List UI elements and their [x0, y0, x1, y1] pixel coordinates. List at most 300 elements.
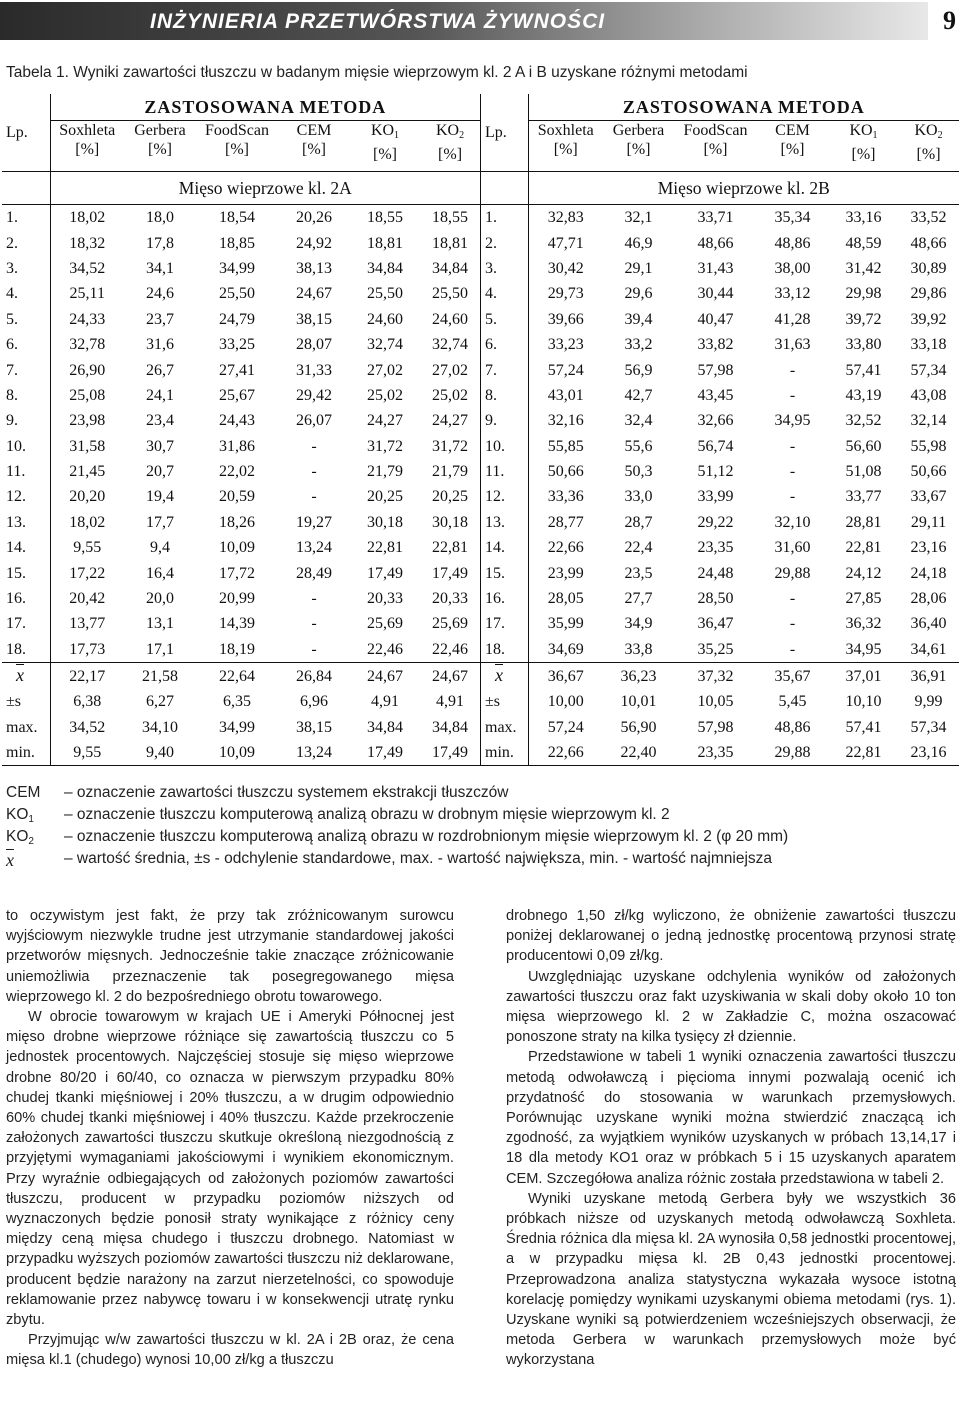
- value-cell: 26,7: [146, 361, 174, 379]
- row-number: 6.: [481, 332, 529, 357]
- stat-value: 36,23: [603, 663, 675, 690]
- value-cell: 18,19: [219, 640, 255, 658]
- value-cell: 32,52: [845, 412, 882, 430]
- value-cell: 31,6: [146, 336, 174, 354]
- stat-value: 23,35: [675, 740, 757, 766]
- value-cell: -: [789, 437, 796, 455]
- stat-value: 34,84: [432, 718, 469, 736]
- value-cell: 18,55: [432, 209, 469, 227]
- value-cell: 55,6: [624, 437, 653, 455]
- value-cell: 39,66: [529, 307, 603, 332]
- value-cell: 29,42: [296, 386, 332, 404]
- stat-value: 34,84: [367, 718, 403, 736]
- group-label-spacer: [2, 172, 50, 205]
- stat-label: min.: [2, 740, 50, 766]
- stat-value: 34,10: [142, 718, 178, 736]
- lp-header: Lp.: [2, 94, 50, 172]
- value-cell: 57,41: [845, 361, 882, 379]
- value-cell: 28,49: [296, 564, 332, 582]
- stat-value: 6,35: [223, 693, 251, 711]
- value-cell: 22,46: [367, 640, 403, 658]
- stat-value: 37,32: [675, 663, 757, 690]
- lp-header: Lp.: [481, 94, 529, 172]
- value-cell: 51,08: [845, 463, 882, 481]
- method-unit: [%]: [703, 141, 728, 158]
- value-cell: 22,81: [845, 539, 882, 557]
- value-cell: 18,85: [219, 234, 255, 252]
- value-cell: 57,98: [697, 361, 734, 379]
- value-cell: 28,06: [910, 590, 947, 608]
- value-cell: 28,81: [845, 513, 882, 531]
- value-cell: 51,12: [697, 463, 734, 481]
- value-cell: 29,86: [910, 285, 947, 303]
- value-cell: 35,25: [697, 640, 734, 658]
- value-cell: 32,10: [774, 513, 811, 531]
- value-cell: 20,42: [50, 586, 124, 611]
- method-title: ZASTOSOWANA METODA: [529, 94, 959, 121]
- group-label-row: [481, 172, 959, 205]
- group-label: Mięso wieprzowe kl. 2B: [529, 172, 959, 205]
- value-cell: 18,55: [367, 209, 403, 227]
- table-row: [2, 459, 480, 484]
- row-number: 16.: [6, 590, 26, 608]
- stat-label: [2, 663, 50, 690]
- stat-value: 9,99: [914, 693, 943, 711]
- value-cell: 29,6: [624, 285, 653, 303]
- stat-value: 38,15: [296, 718, 332, 736]
- value-cell: 25,02: [432, 386, 469, 404]
- stat-value: 37,01: [829, 663, 899, 690]
- body-column-right: [506, 906, 956, 1371]
- value-cell: 50,66: [910, 463, 947, 481]
- value-cell: 24,60: [367, 310, 403, 328]
- value-cell: 23,98: [50, 408, 124, 433]
- legend-subscript: 2: [28, 836, 34, 847]
- value-cell: -: [311, 640, 317, 658]
- table-row: [2, 307, 480, 332]
- value-cell: 36,40: [910, 615, 947, 633]
- value-cell: 34,99: [219, 259, 255, 277]
- value-cell: 31,72: [367, 437, 403, 455]
- table-row: [2, 510, 480, 535]
- value-cell: 35,34: [774, 209, 811, 227]
- row-number: 3.: [481, 256, 529, 281]
- mean-symbol: $\overline{x}$: [495, 665, 503, 686]
- stat-value: 10,09: [196, 740, 278, 766]
- table-row: [2, 408, 480, 433]
- legend-abbrev: KO: [6, 806, 29, 823]
- table-row: [2, 535, 480, 560]
- value-cell: 34,9: [624, 615, 653, 633]
- value-cell: 31,86: [219, 437, 255, 455]
- table-row: [481, 357, 959, 382]
- row-number: 11.: [6, 463, 26, 481]
- value-cell: 18,54: [219, 209, 255, 227]
- mean-symbol: $\overline{x}$: [16, 665, 24, 686]
- row-number: 8.: [6, 386, 18, 404]
- table-row: [2, 205, 480, 231]
- stat-value: 22,17: [50, 663, 124, 690]
- value-cell: 19,4: [146, 488, 174, 506]
- stat-value: 24,67: [420, 663, 480, 690]
- value-cell: 20,25: [432, 488, 469, 506]
- value-cell: 20,20: [50, 484, 124, 509]
- results-table-2a: [2, 94, 480, 766]
- value-cell: 33,16: [845, 209, 882, 227]
- stat-value: 6,27: [146, 693, 174, 711]
- value-cell: 13,77: [50, 611, 124, 636]
- body-paragraph: to oczywistym jest fakt, że przy tak zróżnicowanym surowcu wyjściowym niezwykle trudne jest utrzymanie standardowej jakości przetworów mięsnych. Jednocześnie takie znaczące zróżnicowanie uniemożliwia przeznaczenie tak posegregowanego mięsa wieprzowego kl. 2 do bezpośredniego obrotu towarowego.: [6, 908, 454, 1005]
- value-cell: 43,45: [697, 386, 734, 404]
- method-name: CEM: [775, 122, 810, 139]
- value-cell: 32,1: [624, 209, 653, 227]
- table-row: [481, 611, 959, 636]
- method-unit: [%]: [626, 141, 651, 158]
- value-cell: 32,14: [910, 412, 947, 430]
- row-number: 15.: [481, 560, 529, 585]
- method-name: KO: [849, 122, 873, 139]
- value-cell: 18,02: [50, 510, 124, 535]
- stat-value: 21,58: [124, 663, 196, 690]
- value-cell: 25,08: [50, 383, 124, 408]
- value-cell: 43,19: [845, 386, 882, 404]
- results-table-2b: [480, 94, 959, 766]
- table-row: [2, 434, 480, 459]
- value-cell: 33,67: [910, 488, 947, 506]
- value-cell: -: [311, 615, 317, 633]
- method-unit: [%]: [75, 141, 100, 158]
- stat-value: 22,64: [196, 663, 278, 690]
- stat-value: 57,34: [910, 718, 947, 736]
- value-cell: 33,80: [845, 336, 882, 354]
- value-cell: 22,66: [529, 535, 603, 560]
- stat-value: 36,91: [899, 663, 959, 690]
- method-columns-row: [481, 121, 959, 172]
- table-row: [2, 586, 480, 611]
- method-column-header: [350, 121, 420, 172]
- journal-header: [0, 0, 960, 42]
- stat-value: 34,99: [219, 718, 255, 736]
- row-number: 7.: [481, 357, 529, 382]
- value-cell: 20,26: [296, 209, 332, 227]
- value-cell: 50,66: [529, 459, 603, 484]
- value-cell: 25,50: [367, 285, 403, 303]
- legend-key: [6, 850, 14, 871]
- value-cell: 30,42: [529, 256, 603, 281]
- stat-value: 22,81: [829, 740, 899, 766]
- table-row: [481, 586, 959, 611]
- legend-abbrev: CEM: [6, 784, 41, 801]
- method-column-header: [50, 121, 124, 172]
- value-cell: 16,4: [146, 564, 174, 582]
- stat-value: 6,96: [300, 693, 328, 711]
- value-cell: 9,55: [50, 535, 124, 560]
- body-paragraph: Przedstawione w tabeli 1 wyniki oznaczenia zawartości tłuszczu metodą odwoławczą i pięcioma innymi pozwalają ocenić ich przydatność do stosowania w warunkach przemysłowych. Porównując uzyskane wyniki można stwierdzić znaczącą ich zgodność, za wyjątkiem wyników uzyskanych w próbach 13,14,17 i 18 dla metody KO1 oraz w próbkach 5 i 15 uzyskanych aparatem CEM. Szczegółowa analiza różnic została przedstawiona w tabeli 2.: [506, 1049, 956, 1187]
- value-cell: -: [789, 386, 796, 404]
- stat-value: 9,55: [50, 740, 124, 766]
- stat-value: 48,86: [774, 718, 811, 736]
- value-cell: 24,12: [845, 564, 882, 582]
- stat-value: 36,67: [529, 663, 603, 690]
- table-row: [481, 535, 959, 560]
- method-name: KO: [914, 122, 938, 139]
- table-row: [481, 459, 959, 484]
- stat-value: 29,88: [757, 740, 829, 766]
- value-cell: 31,43: [697, 259, 734, 277]
- stat-label: min.: [481, 740, 529, 766]
- body-paragraph: Uwzględniając uzyskane odchylenia wyników od założonych zawartości tłuszczu oraz fakt uzyskiwania w skali doby około 10 ton mięsa wieprzowego kl. 2 w Zakładzie C, można oszacować ponoszone straty na kilka tysięcy zł dziennie.: [506, 968, 956, 1046]
- row-number: 1.: [481, 205, 529, 231]
- stat-value: 10,01: [620, 693, 657, 711]
- stat-label: max.: [481, 714, 529, 739]
- value-cell: 24,6: [146, 285, 174, 303]
- value-cell: 30,18: [367, 513, 403, 531]
- method-subscript: 2: [459, 130, 465, 141]
- stat-label: max.: [6, 718, 38, 736]
- table-row: [2, 637, 480, 663]
- value-cell: 34,69: [529, 637, 603, 663]
- value-cell: 20,25: [367, 488, 403, 506]
- value-cell: 28,50: [697, 590, 734, 608]
- method-column-header: [675, 121, 757, 172]
- value-cell: 41,28: [774, 310, 811, 328]
- value-cell: 30,89: [910, 259, 947, 277]
- value-cell: 57,34: [910, 361, 947, 379]
- body-paragraph: Przyjmując w/w zawartości tłuszczu w kl. 2A i 2B oraz, że cena mięsa kl.1 (chudego) wynosi 10,00 zł/kg a tłuszczu: [6, 1332, 454, 1369]
- value-cell: 33,99: [697, 488, 734, 506]
- row-number: 18.: [481, 637, 529, 663]
- value-cell: 34,61: [910, 640, 947, 658]
- row-number: 13.: [6, 513, 26, 531]
- row-number: 18.: [6, 640, 26, 658]
- value-cell: 28,07: [296, 336, 332, 354]
- stat-value: 6,38: [50, 689, 124, 714]
- value-cell: 36,47: [697, 615, 734, 633]
- stat-label: ±s: [6, 693, 22, 711]
- value-cell: 32,74: [432, 336, 469, 354]
- value-cell: 33,2: [624, 336, 653, 354]
- value-cell: 29,1: [624, 259, 653, 277]
- value-cell: 25,02: [367, 386, 403, 404]
- row-number: 15.: [6, 564, 26, 582]
- row-number: 10.: [6, 437, 26, 455]
- body-paragraph: W obrocie towarowym w krajach UE i Ameryki Północnej jest mięso drobne wieprzowe różniące się zawartością tłuszczu co 5 jednostek procentowych. Najczęściej stosuje się mięso wieprzowe drobne 80/20 i 60/40, co oznacza w pierwszym przypadku 80% chudej tkanki mięśniowej i 20% tłuszczu, a w drugim odpowiednio 60% chudej tkanki mięśniowej i 40% tłuszczu. Każde przekroczenie założonych zawartości tłuszczu skutkuje określoną niezgodnością z przyjętymi wymaganiami jakościowymi i wynikiem ekonomicznym. Przy wyraźnie odbiegających od założonych poziomów zawartości tłuszczu, producent w przypadku poziomów niższych od wyznaczonych będzie ponosił straty wynikające z różnicy ceny między ceną mięsa chudego i tłuszczu drobnego. Natomiast w przypadku wyższych poziomów zawartości tłuszczu niż deklarowane, producent będzie narażony na zarzut nierzetelności, co spowoduje reklamowanie przez nabywcę towaru i w konsekwencji utratę rynku zbytu.: [6, 1009, 454, 1329]
- value-cell: 17,7: [146, 513, 174, 531]
- stat-row: [2, 663, 480, 690]
- method-unit: [%]: [780, 141, 805, 158]
- stat-value: 23,16: [899, 740, 959, 766]
- value-cell: 29,22: [697, 513, 734, 531]
- value-cell: 29,73: [529, 281, 603, 306]
- table-row: [481, 637, 959, 663]
- value-cell: 33,8: [624, 640, 653, 658]
- method-name: Gerbera: [134, 122, 186, 139]
- value-cell: 25,50: [432, 285, 469, 303]
- value-cell: 29,88: [774, 564, 811, 582]
- value-cell: 34,52: [50, 256, 124, 281]
- value-cell: 22,4: [624, 539, 653, 557]
- row-number: 14.: [6, 539, 26, 557]
- stat-label: ±s: [481, 689, 529, 714]
- legend-key: [6, 806, 34, 825]
- group-label-row: [2, 172, 480, 205]
- value-cell: 34,95: [774, 412, 811, 430]
- row-number: 11.: [481, 459, 529, 484]
- value-cell: 13,1: [146, 615, 174, 633]
- value-cell: 17,1: [146, 640, 174, 658]
- table-row: [2, 484, 480, 509]
- row-number: 9.: [6, 412, 18, 430]
- value-cell: 25,69: [432, 615, 469, 633]
- value-cell: 25,69: [367, 615, 403, 633]
- row-number: 4.: [481, 281, 529, 306]
- row-number: 17.: [481, 611, 529, 636]
- method-name: FoodScan: [205, 122, 269, 139]
- table-row: [481, 484, 959, 509]
- legend-key: [6, 828, 34, 847]
- stat-row: [2, 714, 480, 739]
- value-cell: 24,1: [146, 386, 174, 404]
- row-number: 4.: [6, 285, 18, 303]
- value-cell: 32,83: [529, 205, 603, 231]
- value-cell: 33,77: [845, 488, 882, 506]
- value-cell: 20,7: [146, 463, 174, 481]
- value-cell: 32,66: [697, 412, 734, 430]
- row-number: 6.: [6, 336, 18, 354]
- value-cell: 14,39: [219, 615, 255, 633]
- value-cell: 19,27: [296, 513, 332, 531]
- value-cell: 23,35: [697, 539, 734, 557]
- value-cell: 23,99: [529, 560, 603, 585]
- stat-value: 13,24: [278, 740, 350, 766]
- stat-value: 24,67: [350, 663, 420, 690]
- value-cell: 36,32: [845, 615, 882, 633]
- value-cell: 17,49: [367, 564, 403, 582]
- value-cell: 29,11: [910, 513, 947, 531]
- stat-value: 4,91: [436, 693, 465, 711]
- value-cell: 39,4: [624, 310, 653, 328]
- value-cell: -: [789, 640, 796, 658]
- value-cell: 21,79: [432, 463, 469, 481]
- value-cell: 27,7: [624, 590, 653, 608]
- row-number: 12.: [6, 488, 26, 506]
- value-cell: 18,32: [50, 230, 124, 255]
- value-cell: 22,02: [219, 463, 255, 481]
- header-banner: [0, 2, 928, 40]
- group-label-spacer: [481, 172, 529, 205]
- value-cell: 42,7: [624, 386, 653, 404]
- page-number: 9: [943, 6, 956, 35]
- stat-value: 10,05: [697, 693, 734, 711]
- table-row: [481, 230, 959, 255]
- value-cell: 29,98: [845, 285, 882, 303]
- value-cell: 17,8: [146, 234, 174, 252]
- method-subscript: 1: [394, 130, 400, 141]
- value-cell: 46,9: [624, 234, 653, 252]
- row-number: 13.: [481, 510, 529, 535]
- row-number: 1.: [6, 209, 18, 227]
- value-cell: -: [311, 463, 317, 481]
- value-cell: 18,81: [432, 234, 469, 252]
- method-name: CEM: [296, 122, 332, 139]
- value-cell: 55,98: [910, 437, 947, 455]
- table-row: [2, 281, 480, 306]
- value-cell: 25,67: [219, 386, 255, 404]
- value-cell: 34,84: [432, 259, 469, 277]
- value-cell: 18,0: [146, 209, 174, 227]
- method-name: Soxhleta: [59, 122, 116, 139]
- method-column-header: [529, 121, 603, 172]
- method-column-header: [278, 121, 350, 172]
- table-row: [481, 510, 959, 535]
- value-cell: 24,43: [219, 412, 255, 430]
- table-header-row: [2, 94, 480, 121]
- value-cell: 23,16: [910, 539, 947, 557]
- value-cell: 24,60: [432, 310, 469, 328]
- value-cell: -: [789, 590, 796, 608]
- table-row: [2, 332, 480, 357]
- value-cell: 30,7: [146, 437, 174, 455]
- value-cell: 9,4: [150, 539, 170, 557]
- row-number: 17.: [6, 615, 26, 633]
- value-cell: 35,99: [529, 611, 603, 636]
- value-cell: 20,33: [432, 590, 469, 608]
- value-cell: 38,13: [296, 259, 332, 277]
- stat-value: 22,66: [529, 740, 603, 766]
- method-unit: [%]: [553, 141, 578, 158]
- value-cell: 25,50: [219, 285, 255, 303]
- value-cell: 31,60: [774, 539, 811, 557]
- value-cell: 24,67: [296, 285, 332, 303]
- value-cell: 32,4: [624, 412, 653, 430]
- stat-row: [481, 689, 959, 714]
- value-cell: 27,85: [845, 590, 882, 608]
- legend-description: – oznaczenie tłuszczu komputerową analizą obrazu w rozdrobnionym mięsie wieprzowym kl. 2 (φ 20 mm): [64, 828, 789, 845]
- legend-description: – oznaczenie zawartości tłuszczu systemem ekstrakcji tłuszczów: [64, 784, 509, 801]
- body-column-left: [6, 906, 454, 1371]
- table-row: [481, 332, 959, 357]
- stat-row: [481, 740, 959, 766]
- value-cell: 13,24: [296, 539, 332, 557]
- value-cell: 34,1: [146, 259, 174, 277]
- value-cell: 24,79: [219, 310, 255, 328]
- value-cell: 38,15: [296, 310, 332, 328]
- value-cell: 20,59: [219, 488, 255, 506]
- legend-description: – wartość średnia, ±s - odchylenie standardowe, max. - wartość największa, min. - wartość najmniejsza: [64, 850, 773, 867]
- value-cell: 24,33: [50, 307, 124, 332]
- method-column-header: [899, 121, 959, 172]
- table-row: [481, 560, 959, 585]
- value-cell: 48,66: [910, 234, 947, 252]
- method-column-header: [124, 121, 196, 172]
- stat-value: 10,10: [845, 693, 882, 711]
- value-cell: -: [789, 463, 796, 481]
- value-cell: 47,71: [529, 230, 603, 255]
- row-number: 12.: [481, 484, 529, 509]
- row-number: 5.: [6, 310, 18, 328]
- value-cell: 17,49: [432, 564, 469, 582]
- value-cell: 24,18: [910, 564, 947, 582]
- stat-row: [481, 714, 959, 739]
- value-cell: 23,5: [624, 564, 653, 582]
- value-cell: 32,74: [367, 336, 403, 354]
- method-name: FoodScan: [683, 122, 748, 139]
- table-row: [481, 408, 959, 433]
- legend-abbrev: KO: [6, 828, 29, 845]
- table-row: [481, 281, 959, 306]
- stat-value: 5,45: [778, 693, 807, 711]
- value-cell: 22,81: [367, 539, 403, 557]
